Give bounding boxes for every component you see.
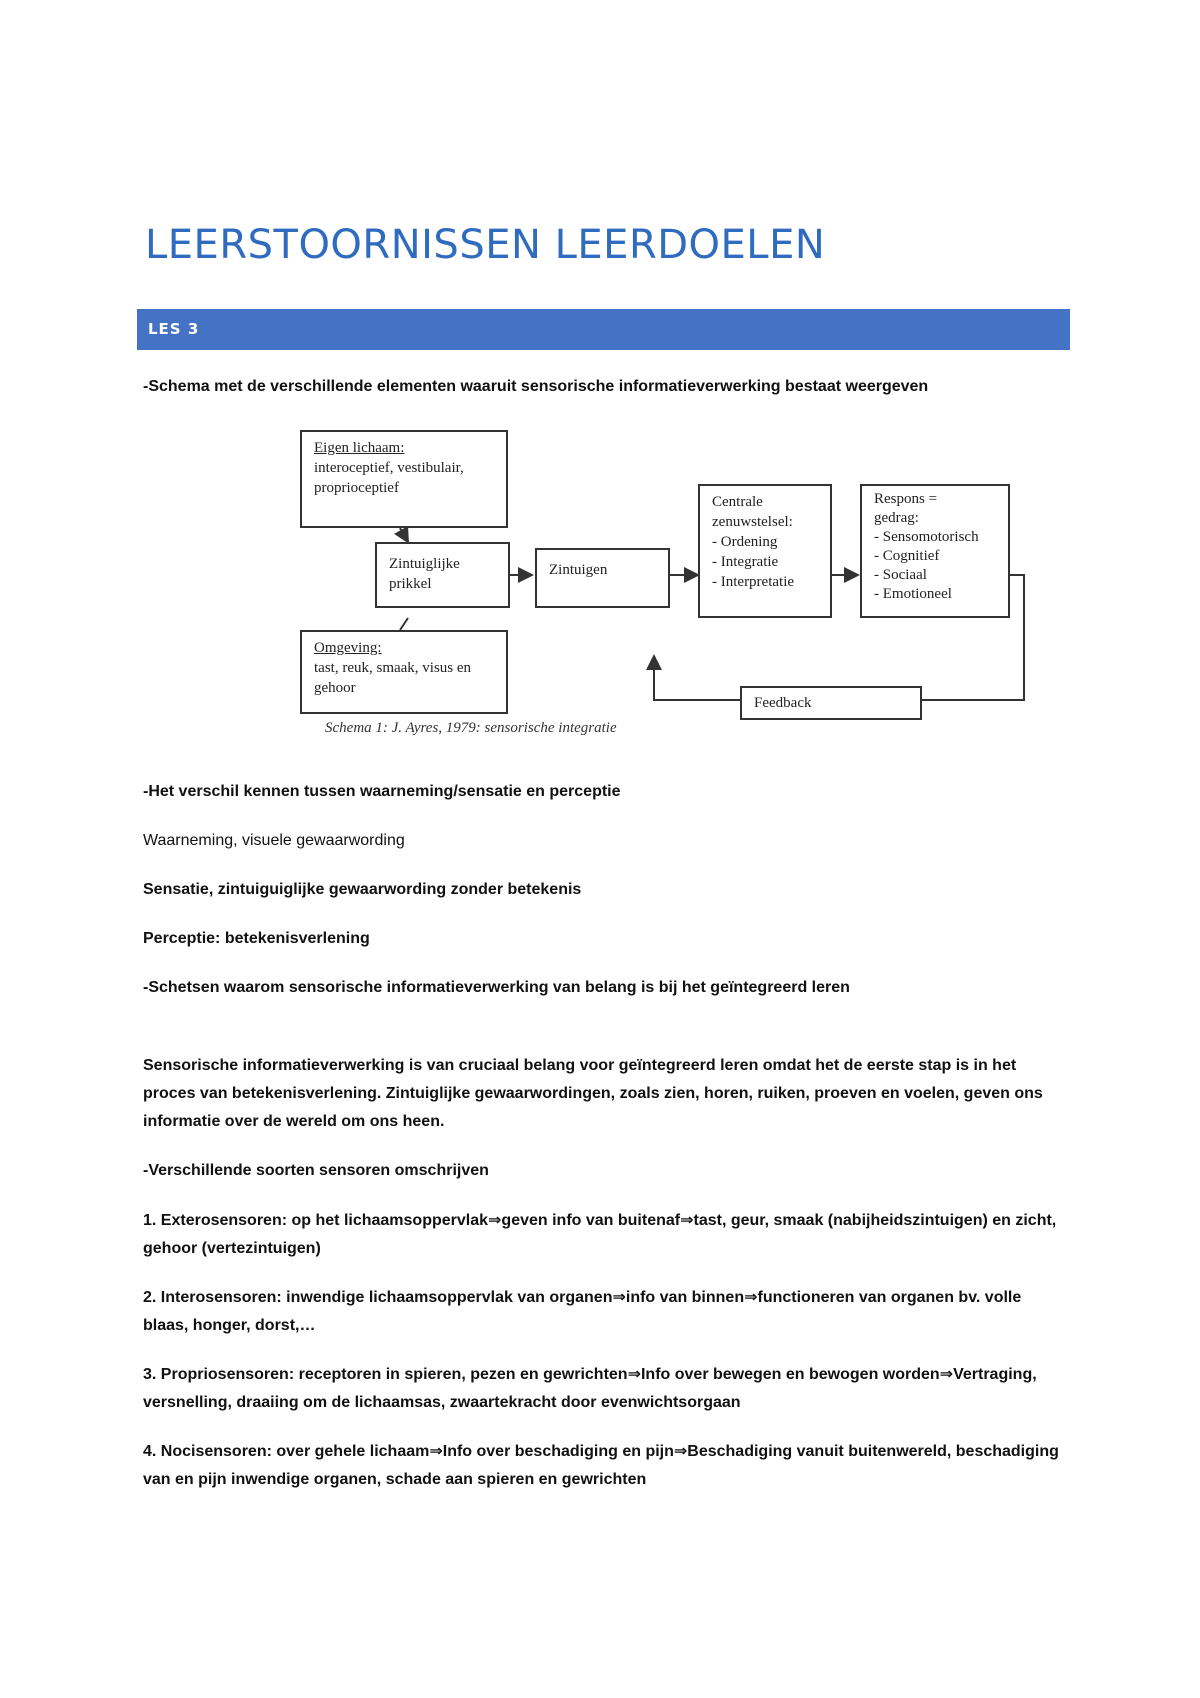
goal-sensoren: -Verschillende soorten sensoren omschrijven — [143, 1162, 489, 1179]
list-item-propriosensoren: 3. Propriosensoren: receptoren in spieren, pezen en gewrichten⇒Info over bewegen en bewogen worden⇒Vertraging, versnelling, draaiing om de lichaamsas, zwaartekracht door evenwichtsorgaan — [143, 1366, 1037, 1411]
page-title: LEERSTOORNISSEN LEERDOELEN — [145, 222, 826, 268]
box-zintuiglijke-prikkel: Zintuiglijke prikkel — [375, 542, 510, 608]
definition-waarneming: Waarneming, visuele gewaarwording — [143, 832, 405, 849]
arrow-feedback-centrale — [654, 656, 740, 700]
box-eigen-lichaam: Eigen lichaam: interoceptief, vestibulair, proprioceptief — [300, 430, 508, 528]
list-item-interosensoren: 2. Interosensoren: inwendige lichaamsoppervlak van organen⇒info van binnen⇒functioneren van organen bv. volle blaas, honger, dorst,… — [143, 1289, 1022, 1334]
box-zintuigen: Zintuigen — [535, 548, 670, 608]
arrow-eigen-prikkel — [400, 528, 408, 542]
arrow-omgeving-prikkel — [400, 618, 408, 630]
sensory-diagram — [300, 430, 1130, 750]
definition-perceptie: Perceptie: betekenisverlening — [143, 930, 370, 947]
paragraph-belang: Sensorische informatieverwerking is van cruciaal belang voor geïntegreerd leren omdat het de eerste stap is in het proces van betekenisverlening. Zintuiglijke gewaarwordingen, zoals zien, horen, ruiken, proeven en voelen, geven ons informatie over de wereld om ons heen. — [143, 1057, 1043, 1130]
goal-schetsen: -Schetsen waarom sensorische informatieverwerking van belang is bij het geïntegreerd leren — [143, 979, 850, 996]
goal-verschil: -Het verschil kennen tussen waarneming/sensatie en perceptie — [143, 783, 621, 800]
diagram-caption: Schema 1: J. Ayres, 1979: sensorische integratie — [325, 720, 617, 736]
box-respons-gedrag: Respons = gedrag: - Sensomotorisch - Cognitief - Sociaal - Emotioneel — [860, 484, 1010, 618]
box-omgeving: Omgeving: tast, reuk, smaak, visus en gehoor — [300, 630, 508, 714]
definition-sensatie: Sensatie, zintuiguiglijke gewaarwording zonder betekenis — [143, 881, 582, 898]
list-item-exterosensoren: 1. Exterosensoren: op het lichaamsoppervlak⇒geven info van buitenaf⇒tast, geur, smaak (nabijheidszintuigen) en zicht, gehoor (vertezintuigen) — [143, 1212, 1057, 1257]
box-centrale-zenuwstelsel: Centrale zenuwstelsel: - Ordening - Integratie - Interpretatie — [698, 484, 832, 618]
box-feedback: Feedback — [740, 686, 922, 720]
list-item-nocisensoren: 4. Nocisensoren: over gehele lichaam⇒Info over beschadiging en pijn⇒Beschadiging vanuit buitenwereld, beschadiging van en pijn inwendige organen, schade aan spieren en gewrichten — [143, 1443, 1059, 1488]
goal-schema: -Schema met de verschillende elementen waaruit sensorische informatieverwerking bestaat weergeven — [143, 378, 929, 395]
section-heading: LES 3 — [137, 309, 1070, 350]
